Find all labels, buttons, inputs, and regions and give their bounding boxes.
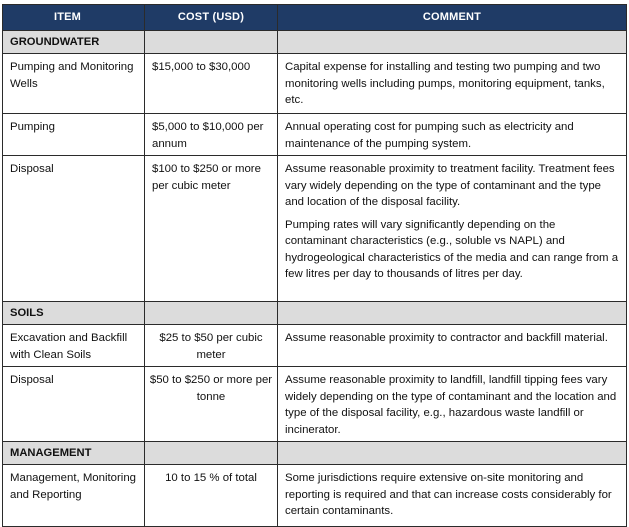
section-title: MANAGEMENT bbox=[3, 442, 145, 465]
comment-text: Assume reasonable proximity to contractor and backfill material. bbox=[285, 332, 608, 344]
cost-cell: 10 to 15 % of total bbox=[145, 465, 278, 527]
cost-cell: $15,000 to $30,000 bbox=[145, 54, 278, 114]
section-cell-empty bbox=[278, 302, 627, 325]
comment-cell bbox=[278, 114, 627, 156]
table-row bbox=[3, 54, 627, 114]
table-row bbox=[3, 465, 627, 527]
comment-cell bbox=[278, 465, 627, 527]
table-row bbox=[3, 156, 627, 302]
section-row-soils bbox=[3, 302, 627, 325]
comment-text: Capital expense for installing and testing two pumping and two monitoring wells including pumps, monitoring equipment, tanks, etc. bbox=[285, 61, 605, 106]
cost-cell: $25 to $50 per cubic meter bbox=[145, 325, 278, 367]
item-cell: Disposal bbox=[3, 367, 145, 442]
item-cell: Pumping and Monitoring Wells bbox=[3, 54, 145, 114]
comment-text: Assume reasonable proximity to treatment facility. Treatment fees vary widely depending on the type of contaminant and the type and location of the disposal facility. bbox=[285, 163, 615, 208]
section-cell-empty bbox=[145, 442, 278, 465]
table-row bbox=[3, 367, 627, 442]
header-cost: COST (USD) bbox=[145, 5, 278, 31]
section-title: SOILS bbox=[3, 302, 145, 325]
section-row-groundwater bbox=[3, 31, 627, 54]
item-cell: Management, Monitoring and Reporting bbox=[3, 465, 145, 527]
section-cell-empty bbox=[145, 31, 278, 54]
comment-text: Annual operating cost for pumping such as electricity and maintenance of the pumping system. bbox=[285, 121, 574, 150]
comment-text: Pumping rates will vary significantly depending on the contaminant characteristics (e.g., soluble vs NAPL) and hydrogeological characteristics of the media and can range from a few litres per day to thousands of litres per day. bbox=[285, 218, 619, 280]
table-row bbox=[3, 325, 627, 367]
item-cell: Pumping bbox=[3, 114, 145, 156]
header-item: ITEM bbox=[3, 5, 145, 31]
cost-cell: $50 to $250 or more per tonne bbox=[145, 367, 278, 442]
comment-cell bbox=[278, 54, 627, 114]
comment-cell bbox=[278, 367, 627, 442]
item-cell: Excavation and Backfill with Clean Soils bbox=[3, 325, 145, 367]
section-cell-empty bbox=[145, 302, 278, 325]
section-cell-empty bbox=[278, 31, 627, 54]
table-row bbox=[3, 114, 627, 156]
section-cell-empty bbox=[278, 442, 627, 465]
comment-text: Some jurisdictions require extensive on-site monitoring and reporting is required and that can increase costs considerably for certain contaminants. bbox=[285, 472, 612, 517]
comment-cell bbox=[278, 156, 627, 302]
item-cell: Disposal bbox=[3, 156, 145, 302]
comment-cell bbox=[278, 325, 627, 367]
header-comment: COMMENT bbox=[278, 5, 627, 31]
cost-table bbox=[2, 4, 627, 527]
header-row bbox=[3, 5, 627, 31]
section-title: GROUNDWATER bbox=[3, 31, 145, 54]
cost-cell: $100 to $250 or more per cubic meter bbox=[145, 156, 278, 302]
section-row-management bbox=[3, 442, 627, 465]
cost-cell: $5,000 to $10,000 per annum bbox=[145, 114, 278, 156]
comment-text: Assume reasonable proximity to landfill, landfill tipping fees vary widely depending on the type of contaminant and the location and type of the disposal facility, e.g., hazardous waste landfill or incinerator. bbox=[285, 374, 617, 436]
